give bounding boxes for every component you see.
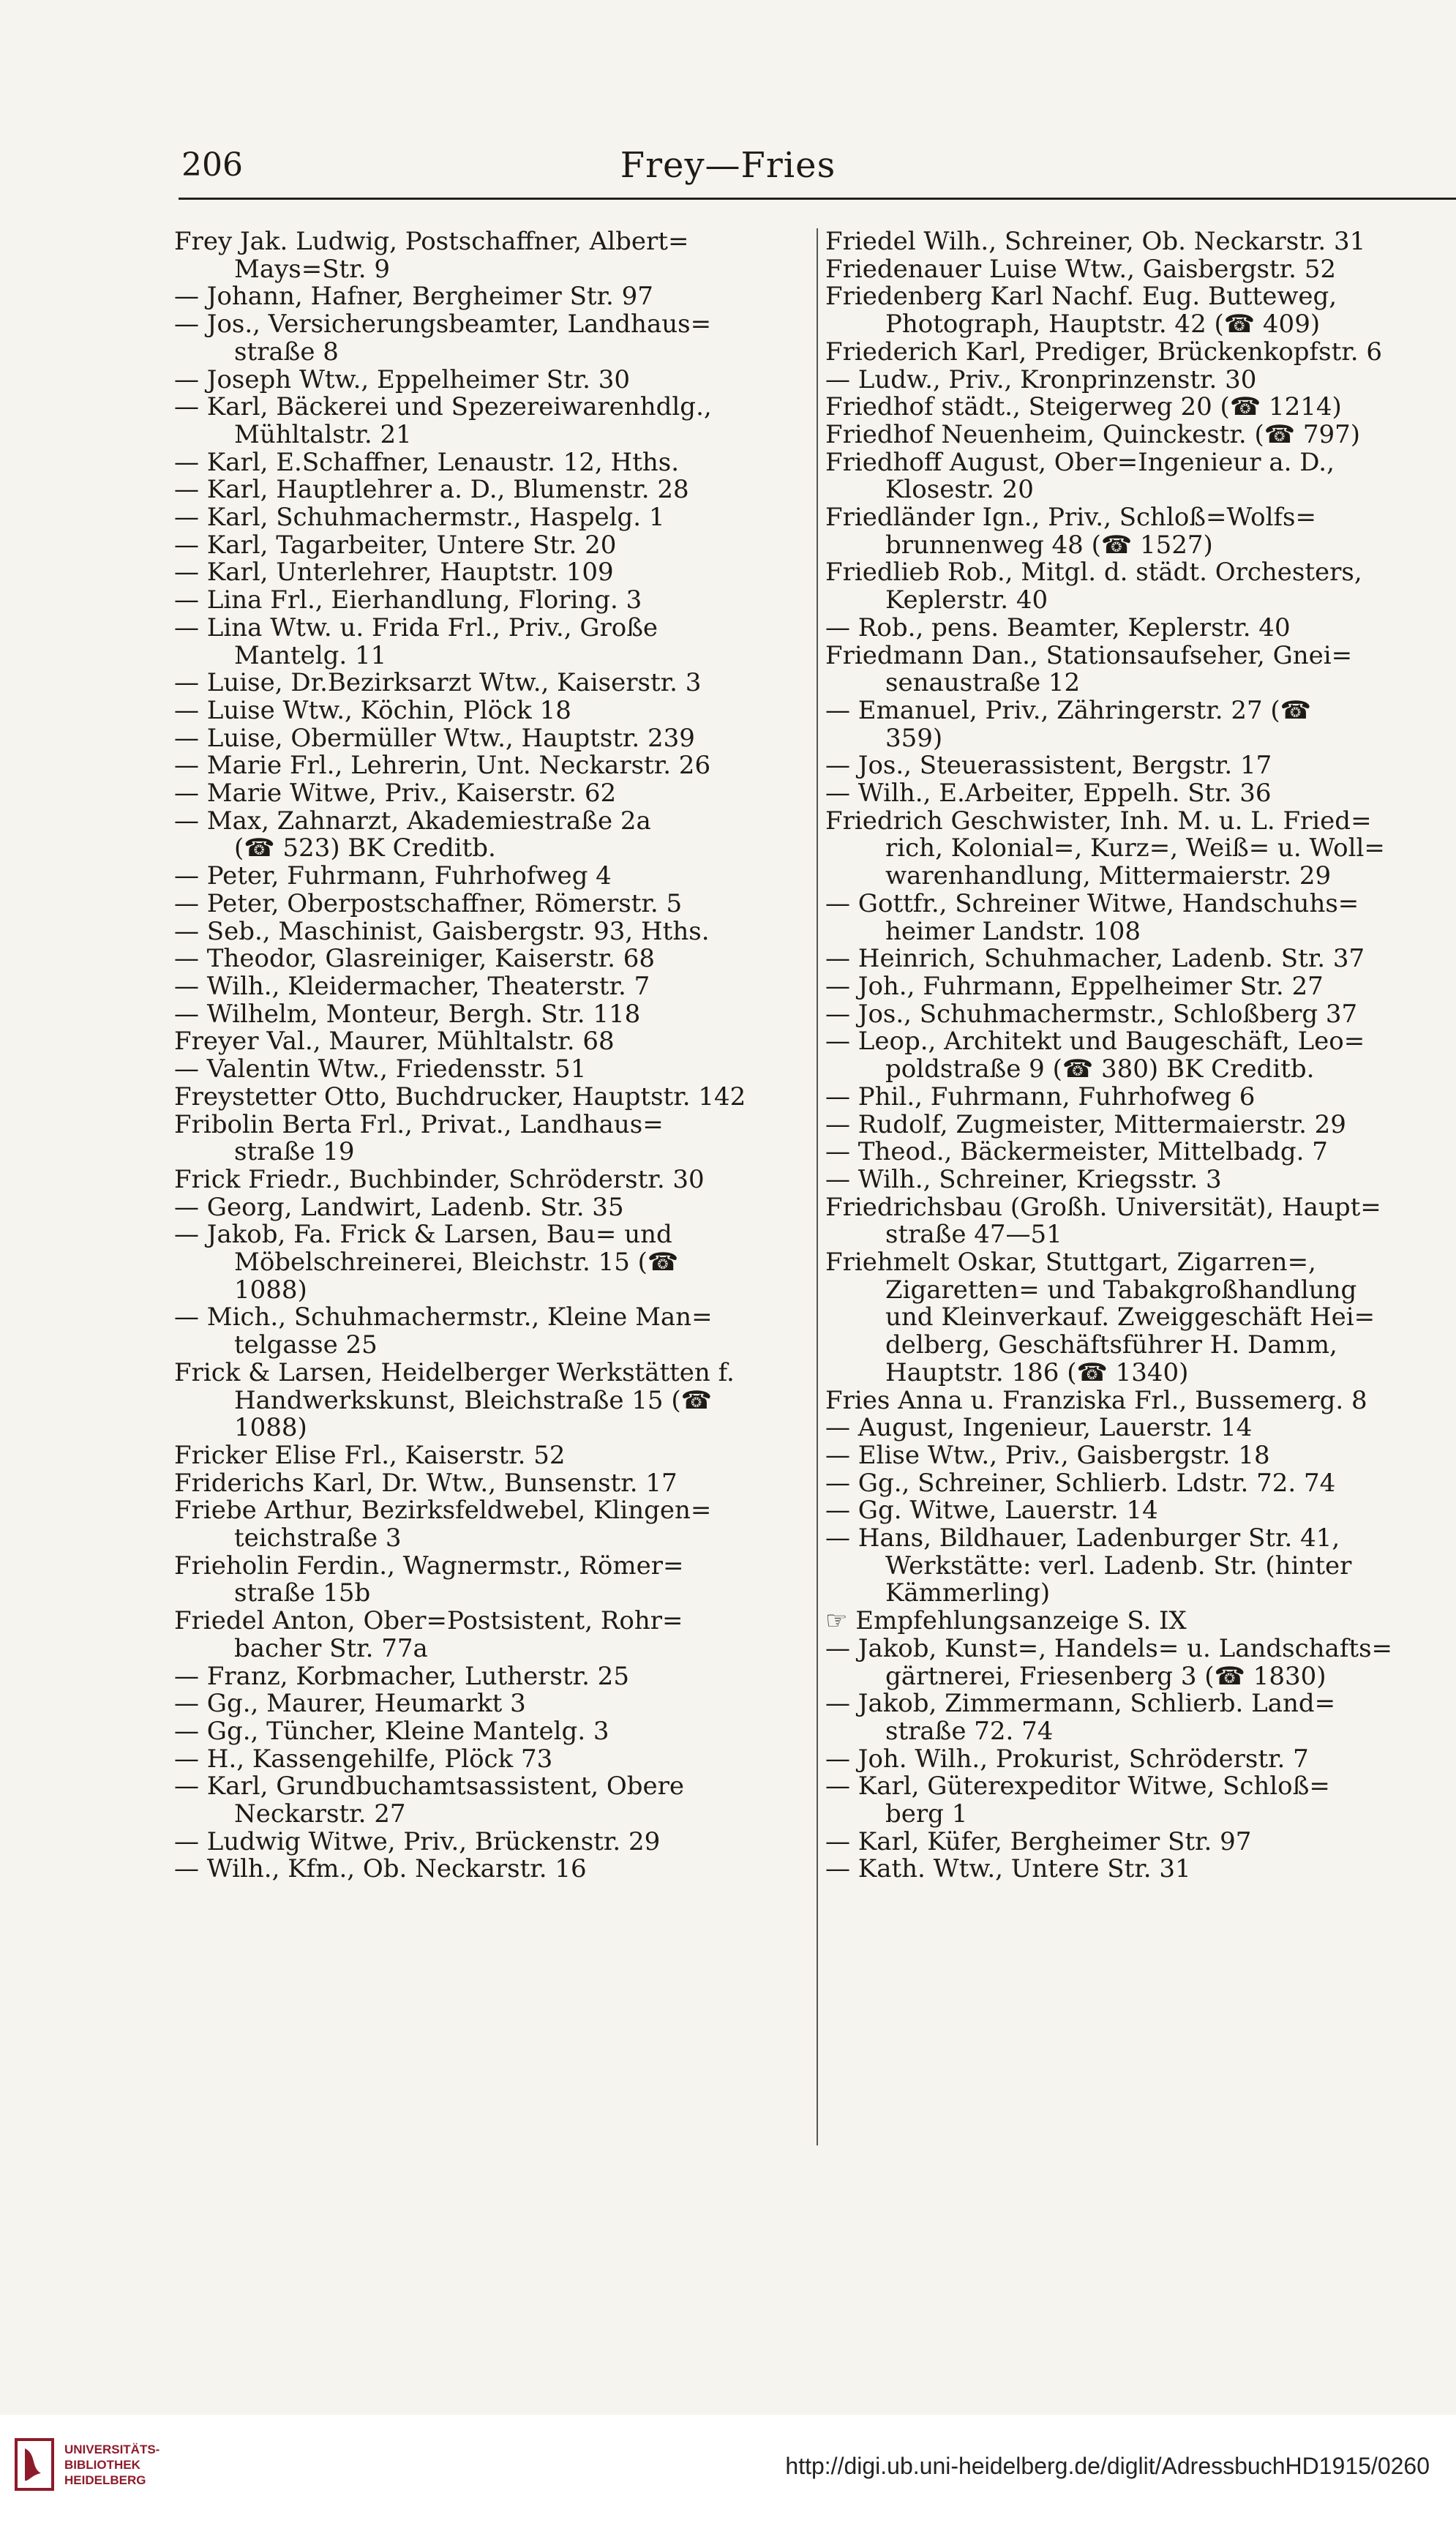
entry-line: — Jakob, Fa. Frick & Larsen, Bau= und (174, 1221, 672, 1250)
entry-line: — Karl, E.Schaffner, Lenaustr. 12, Hths. (174, 449, 680, 477)
entry-line: — Gg., Maurer, Heumarkt 3 (174, 1690, 526, 1718)
entry-continuation: Mühltalstr. 21 (234, 419, 412, 449)
directory-entry (825, 1746, 1425, 1774)
directory-entry (825, 945, 1425, 973)
directory-entry (174, 1718, 803, 1746)
entry-line: — Ludw., Priv., Kronprinzenstr. 30 (825, 366, 1257, 394)
entry-line: — Leop., Architekt und Baugeschäft, Leo= (825, 1028, 1365, 1057)
entry-continuation: 359) (885, 723, 943, 753)
entry-line: — Ludwig Witwe, Priv., Brückenstr. 29 (174, 1828, 661, 1856)
entry-line: Friedländer Ign., Priv., Schloß=Wolfs= (825, 504, 1316, 533)
directory-entry (825, 1635, 1425, 1690)
directory-entry (174, 228, 803, 283)
entry-continuation: Hauptstr. 186 (☎ 1340) (885, 1357, 1189, 1387)
directory-entry (174, 1028, 803, 1056)
entry-line: — Wilh., Schreiner, Kriegsstr. 3 (825, 1166, 1222, 1194)
library-seal-icon (15, 2438, 54, 2491)
directory-entry (174, 1360, 803, 1442)
directory-entry (825, 1028, 1425, 1083)
directory-entry (825, 1414, 1425, 1442)
entry-line: — Joh., Fuhrmann, Eppelheimer Str. 27 (825, 972, 1324, 1001)
directory-entry (174, 615, 803, 670)
directory-entry (174, 891, 803, 918)
directory-entry (174, 780, 803, 808)
entry-continuation: Neckarstr. 27 (234, 1799, 406, 1829)
entry-line: — Max, Zahnarzt, Akademiestraße 2a (174, 807, 651, 836)
directory-entry (825, 394, 1425, 421)
entry-line: — Kath. Wtw., Untere Str. 31 (825, 1856, 1191, 1884)
entry-line: — Gg. Witwe, Lauerstr. 14 (825, 1497, 1158, 1526)
entry-line: — Karl, Tagarbeiter, Untere Str. 20 (174, 531, 617, 560)
entry-line: Friedlieb Rob., Mitgl. d. städt. Orchesters, (825, 559, 1362, 588)
right-column (825, 228, 1425, 1883)
entry-continuation: Werkstätte: verl. Ladenb. Str. (hinter (885, 1551, 1352, 1581)
directory-entry (174, 1690, 803, 1718)
directory-entry (174, 283, 803, 311)
library-line: UNIVERSITÄTS- (64, 2442, 160, 2456)
directory-entry (825, 256, 1425, 284)
directory-entry (825, 973, 1425, 1001)
directory-entry (825, 1525, 1425, 1608)
directory-entry (174, 1829, 803, 1856)
directory-entry (174, 1553, 803, 1608)
entry-line: — Valentin Wtw., Friedensstr. 51 (174, 1056, 587, 1084)
entry-line: Friedrichsbau (Großh. Universität), Haupt= (825, 1193, 1381, 1222)
entry-line: — Gg., Tüncher, Kleine Mantelg. 3 (174, 1717, 609, 1746)
directory-entry (825, 697, 1425, 752)
entry-continuation: 1088) (234, 1275, 307, 1305)
directory-entry (174, 697, 803, 725)
directory-entry (174, 1166, 803, 1194)
entry-line: Friederich Karl, Prediger, Brückenkopfstr. 6 (825, 338, 1383, 367)
entry-line: — Franz, Korbmacher, Lutherstr. 25 (174, 1662, 629, 1691)
entry-line: — Karl, Bäckerei und Spezereiwarenhdlg., (174, 394, 712, 422)
directory-entry (174, 1304, 803, 1359)
entry-line: — Mich., Schuhmachermstr., Kleine Man= (174, 1304, 713, 1332)
directory-entry (174, 945, 803, 973)
entry-line: — Heinrich, Schuhmacher, Ladenb. Str. 37 (825, 945, 1365, 973)
directory-entry (174, 1608, 803, 1662)
entry-line: — Marie Witwe, Priv., Kaiserstr. 62 (174, 780, 617, 808)
page-header: Frey—Fries (620, 145, 836, 186)
entry-line: Friedmann Dan., Stationsaufseher, Gnei= (825, 642, 1353, 670)
entry-continuation: teichstraße 3 (234, 1523, 402, 1553)
entry-line: — Theodor, Glasreiniger, Kaiserstr. 68 (174, 945, 656, 973)
directory-entry (825, 504, 1425, 559)
directory-entry (825, 1166, 1425, 1194)
entry-continuation: Mantelg. 11 (234, 640, 387, 670)
library-line: BIBLIOTHEK (64, 2457, 140, 2472)
directory-entry (174, 808, 803, 863)
entry-line: — Wilh., Kleidermacher, Theaterstr. 7 (174, 972, 650, 1001)
entry-continuation: poldstraße 9 (☎ 380) BK Creditb. (885, 1054, 1315, 1084)
entry-continuation: warenhandlung, Mittermaierstr. 29 (885, 861, 1332, 891)
entry-line: Frieholin Ferdin., Wagnermstr., Römer= (174, 1552, 684, 1581)
entry-line: — Gg., Schreiner, Schlierb. Ldstr. 72. 74 (825, 1469, 1336, 1498)
entry-line: — Karl, Unterlehrer, Hauptstr. 109 (174, 559, 614, 588)
entry-continuation: und Kleinverkauf. Zweiggeschäft Hei= (885, 1302, 1376, 1332)
directory-entry (174, 1221, 803, 1304)
entry-line: — Jos., Schuhmachermstr., Schloßberg 37 (825, 1000, 1358, 1029)
directory-entry (825, 559, 1425, 614)
entry-continuation: Photograph, Hauptstr. 42 (☎ 409) (885, 310, 1321, 339)
directory-entry (174, 559, 803, 587)
column-divider (817, 228, 818, 2145)
directory-entry (174, 973, 803, 1001)
directory-entry (174, 670, 803, 697)
directory-entry (174, 1084, 803, 1111)
entry-line: — Luise, Dr.Bezirksarzt Wtw., Kaiserstr. 3 (174, 670, 702, 697)
entry-line: — Joseph Wtw., Eppelheimer Str. 30 (174, 366, 631, 394)
entry-continuation: straße 72. 74 (885, 1716, 1054, 1746)
header-rule (179, 198, 1456, 200)
entry-line: — Georg, Landwirt, Ladenb. Str. 35 (174, 1193, 624, 1222)
entry-continuation: Möbelschreinerei, Bleichstr. 15 (☎ (234, 1248, 679, 1278)
entry-line: — Phil., Fuhrmann, Fuhrhofweg 6 (825, 1083, 1256, 1111)
entry-line: — Karl, Grundbuchamtsassistent, Obere (174, 1773, 684, 1802)
entry-continuation: rich, Kolonial=, Kurz=, Weiß= u. Woll= (885, 833, 1385, 863)
entry-continuation: straße 47—51 (885, 1220, 1062, 1250)
directory-entry (174, 394, 803, 449)
directory-entry (174, 1056, 803, 1084)
entry-line: — August, Ingenieur, Lauerstr. 14 (825, 1414, 1253, 1442)
entry-line: — Elise Wtw., Priv., Gaisbergstr. 18 (825, 1442, 1270, 1470)
entry-continuation: 1088) (234, 1413, 307, 1442)
directory-entry (174, 1470, 803, 1498)
directory-entry (825, 1608, 1425, 1635)
entry-line: — Luise Wtw., Köchin, Plöck 18 (174, 697, 571, 725)
library-logo[interactable] (15, 2438, 160, 2491)
entry-line: — Lina Frl., Eierhandlung, Floring. 3 (174, 587, 642, 615)
directory-entry (825, 642, 1425, 697)
entry-line: Friedrich Geschwister, Inh. M. u. L. Fried= (825, 807, 1372, 836)
entry-line: — Jakob, Zimmermann, Schlierb. Land= (825, 1690, 1336, 1719)
entry-line: Friedhoff August, Ober=Ingenieur a. D., (825, 449, 1335, 477)
entry-line: Friebe Arthur, Bezirksfeldwebel, Klingen= (174, 1497, 712, 1526)
entry-line: Friehmelt Oskar, Stuttgart, Zigarren=, (825, 1249, 1316, 1278)
entry-line: — Theod., Bäckermeister, Mittelbadg. 7 (825, 1139, 1328, 1166)
library-line: HEIDELBERG (64, 2473, 146, 2487)
entry-continuation: straße 15b (234, 1578, 371, 1608)
directory-entry (825, 808, 1425, 891)
entry-line: Freyer Val., Maurer, Mühltalstr. 68 (174, 1028, 615, 1057)
entry-continuation: Handwerkskunst, Bleichstraße 15 (☎ (234, 1385, 712, 1415)
directory-entry (174, 752, 803, 780)
directory-entry (174, 1746, 803, 1774)
directory-entry (825, 615, 1425, 642)
entry-continuation: brunnenweg 48 (☎ 1527) (885, 530, 1213, 560)
directory-entry (174, 532, 803, 560)
directory-entry (174, 476, 803, 504)
entry-line: Friedenauer Luise Wtw., Gaisbergstr. 52 (825, 255, 1336, 284)
entry-continuation: Klosestr. 20 (885, 475, 1034, 505)
entry-line: — Joh. Wilh., Prokurist, Schröderstr. 7 (825, 1745, 1309, 1774)
entry-line: — Hans, Bildhauer, Ladenburger Str. 41, (825, 1525, 1340, 1553)
directory-entry (825, 1084, 1425, 1111)
directory-entry (174, 1663, 803, 1691)
entry-continuation: Mays=Str. 9 (234, 254, 390, 284)
entry-continuation: straße 19 (234, 1137, 355, 1166)
entry-line: — H., Kassengehilfe, Plöck 73 (174, 1745, 553, 1774)
directory-entry (174, 449, 803, 477)
directory-entry (825, 780, 1425, 808)
entry-continuation: berg 1 (885, 1799, 968, 1829)
entry-line: — Wilh., E.Arbeiter, Eppelh. Str. 36 (825, 780, 1272, 808)
entry-line: — Karl, Küfer, Bergheimer Str. 97 (825, 1828, 1252, 1856)
entry-line: — Luise, Obermüller Wtw., Hauptstr. 239 (174, 724, 695, 753)
directory-entry (174, 587, 803, 615)
entry-continuation: bacher Str. 77a (234, 1633, 428, 1663)
entry-line: — Wilh., Kfm., Ob. Neckarstr. 16 (174, 1856, 587, 1884)
directory-entry (825, 367, 1425, 394)
directory-entry (174, 1442, 803, 1470)
entry-continuation: telgasse 25 (234, 1330, 378, 1360)
entry-continuation: senaustraße 12 (885, 668, 1081, 697)
directory-entry (825, 891, 1425, 945)
entry-continuation: gärtnerei, Friesenberg 3 (☎ 1830) (885, 1661, 1326, 1691)
entry-line: — Johann, Hafner, Bergheimer Str. 97 (174, 283, 653, 312)
directory-entry (825, 449, 1425, 504)
entry-line: Fries Anna u. Franziska Frl., Bussemerg. 8 (825, 1387, 1367, 1415)
directory-entry (825, 1111, 1425, 1139)
entry-line: Friedel Anton, Ober=Postsistent, Rohr= (174, 1608, 683, 1636)
entry-line: Friedenberg Karl Nachf. Eug. Butteweg, (825, 283, 1337, 312)
entry-line: Frick Friedr., Buchbinder, Schröderstr. 30 (174, 1166, 705, 1194)
entry-continuation: Kämmerling) (885, 1578, 1051, 1608)
footer (0, 2415, 1456, 2523)
directory-entry (825, 752, 1425, 780)
entry-continuation: Zigaretten= und Tabakgroßhandlung (885, 1275, 1357, 1305)
entry-line: — Lina Wtw. u. Frida Frl., Priv., Große (174, 614, 658, 642)
directory-entry (825, 1442, 1425, 1470)
directory-entry (825, 1249, 1425, 1387)
entry-line: — Rob., pens. Beamter, Keplerstr. 40 (825, 614, 1291, 642)
page-number: 206 (181, 146, 243, 184)
entry-line: — Wilhelm, Monteur, Bergh. Str. 118 (174, 1000, 641, 1029)
entry-line: — Rudolf, Zugmeister, Mittermaierstr. 29 (825, 1111, 1346, 1139)
entry-line: — Karl, Hauptlehrer a. D., Blumenstr. 28 (174, 476, 689, 505)
directory-entry (825, 1194, 1425, 1249)
directory-entry (174, 1111, 803, 1166)
directory-entry (825, 1690, 1425, 1745)
entry-line: Friderichs Karl, Dr. Wtw., Bunsenstr. 17 (174, 1469, 678, 1498)
directory-entry (174, 1194, 803, 1222)
entry-line: — Seb., Maschinist, Gaisbergstr. 93, Hths. (174, 918, 710, 946)
entry-line: — Karl, Schuhmachermstr., Haspelg. 1 (174, 504, 665, 532)
entry-continuation: heimer Landstr. 108 (885, 916, 1141, 946)
entry-line: — Gottfr., Schreiner Witwe, Handschuhs= (825, 890, 1359, 918)
directory-entry (174, 918, 803, 946)
entry-continuation: delberg, Geschäftsführer H. Damm, (885, 1330, 1337, 1360)
directory-entry (174, 863, 803, 891)
directory-entry (825, 1856, 1425, 1883)
entry-line: Freystetter Otto, Buchdrucker, Hauptstr. 142 (174, 1083, 746, 1111)
entry-continuation: Keplerstr. 40 (885, 585, 1048, 615)
entry-line: — Jos., Steuerassistent, Bergstr. 17 (825, 752, 1272, 781)
directory-entry (825, 421, 1425, 449)
entry-line: — Peter, Fuhrmann, Fuhrhofweg 4 (174, 863, 612, 891)
directory-entry (174, 1001, 803, 1029)
directory-entry (825, 1387, 1425, 1415)
entry-line: — Jakob, Kunst=, Handels= u. Landschafts= (825, 1635, 1393, 1663)
source-url-link[interactable]: http://digi.ub.uni-heidelberg.de/diglit/AdressbuchHD1915/0260 (785, 2453, 1430, 2479)
left-column (174, 228, 803, 1883)
directory-entry (825, 283, 1425, 338)
entry-line: ☞ Empfehlungsanzeige S. IX (825, 1608, 1187, 1635)
directory-entry (825, 228, 1425, 256)
directory-entry (174, 1497, 803, 1552)
directory-entry (174, 367, 803, 394)
entry-line: — Marie Frl., Lehrerin, Unt. Neckarstr. 26 (174, 752, 711, 781)
entry-line: Fricker Elise Frl., Kaiserstr. 52 (174, 1442, 566, 1470)
entry-line: Frey Jak. Ludwig, Postschaffner, Albert= (174, 228, 689, 256)
directory-entry (174, 1773, 803, 1828)
directory-entry (825, 1773, 1425, 1828)
directory-entry (825, 339, 1425, 367)
entry-line: Friedel Wilh., Schreiner, Ob. Neckarstr. 31 (825, 228, 1366, 256)
directory-entry (825, 1470, 1425, 1498)
entry-continuation: straße 8 (234, 337, 339, 367)
directory-entry (174, 504, 803, 532)
entry-line: Friedhof Neuenheim, Quinckestr. (☎ 797) (825, 421, 1361, 449)
directory-entry (825, 1829, 1425, 1856)
entry-line: Friedhof städt., Steigerweg 20 (☎ 1214) (825, 394, 1342, 421)
directory-entry (174, 1856, 803, 1883)
directory-entry (825, 1497, 1425, 1525)
directory-entry (174, 311, 803, 366)
directory-entry (825, 1139, 1425, 1166)
entry-line: — Peter, Oberpostschaffner, Römerstr. 5 (174, 890, 683, 918)
entry-line: — Karl, Güterexpeditor Witwe, Schloß= (825, 1773, 1330, 1802)
directory-entry (174, 725, 803, 753)
entry-line: Frick & Larsen, Heidelberger Werkstätten f. (174, 1359, 735, 1387)
entry-line: — Emanuel, Priv., Zähringerstr. 27 (☎ (825, 697, 1312, 725)
entry-continuation: (☎ 523) BK Creditb. (234, 833, 496, 863)
directory-entry (825, 1001, 1425, 1029)
entry-line: — Jos., Versicherungsbeamter, Landhaus= (174, 311, 712, 340)
entry-line: Fribolin Berta Frl., Privat., Landhaus= (174, 1111, 664, 1139)
